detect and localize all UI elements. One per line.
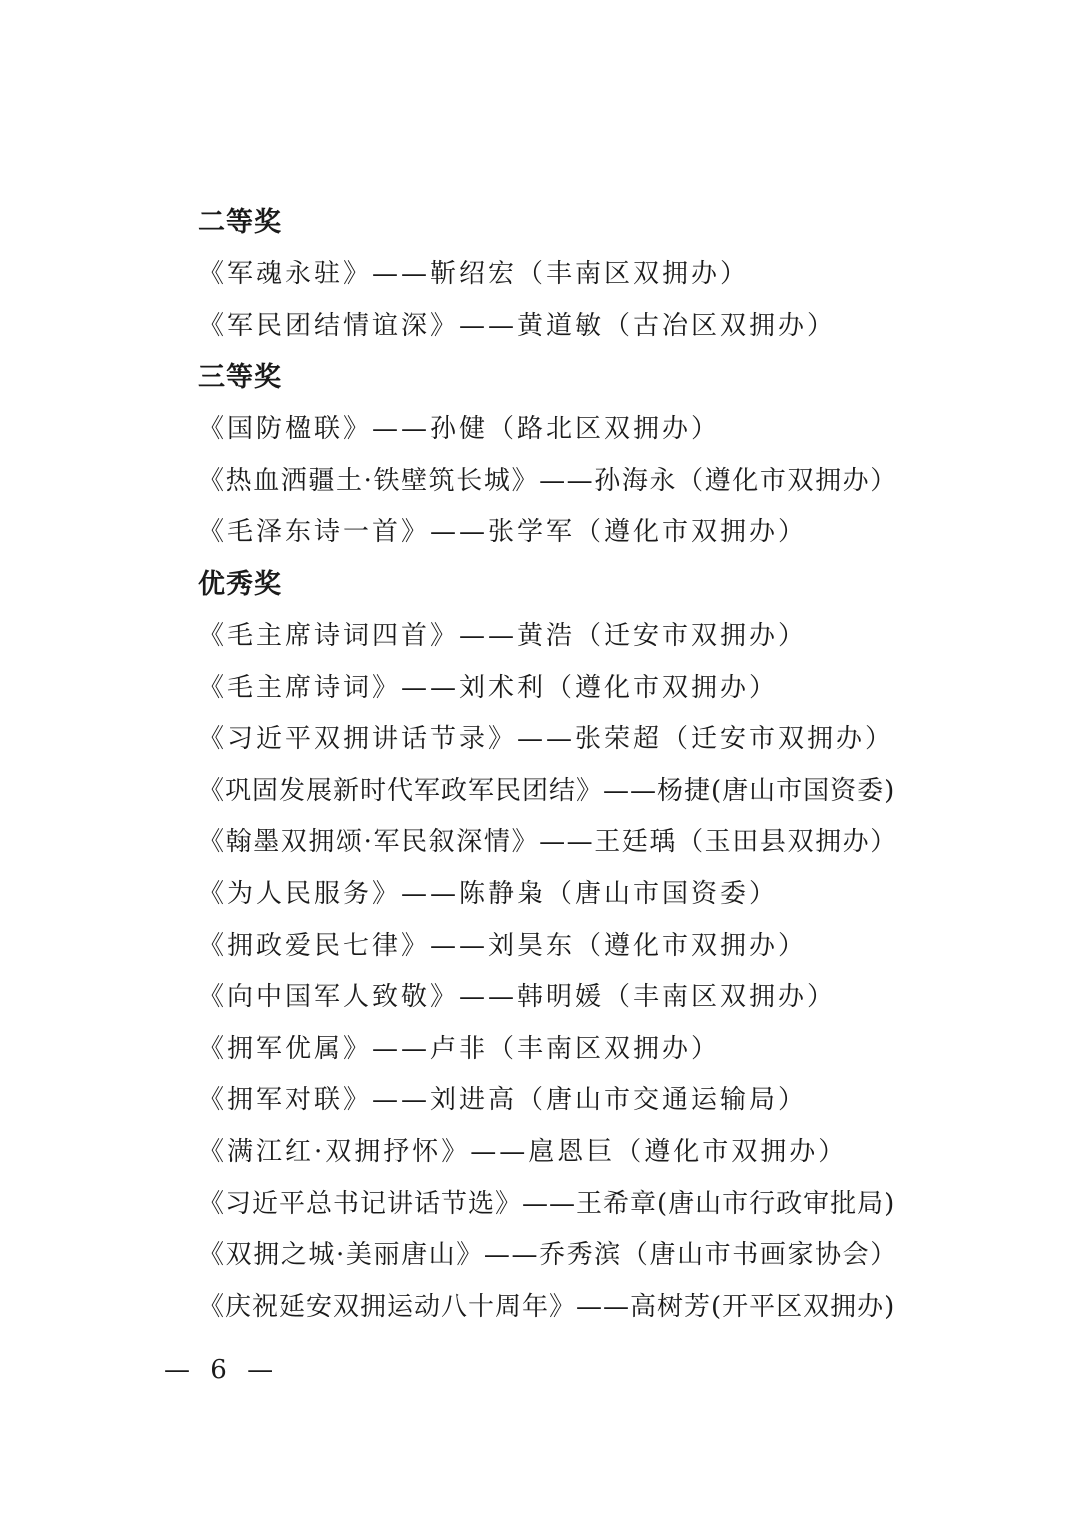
- list-item: 《习近平双拥讲话节录》——张荣超（迁安市双拥办）: [198, 724, 895, 755]
- section-heading-excellence-prize: 优秀奖: [198, 568, 282, 600]
- list-item: 《庆祝延安双拥运动八十周年》——高树芳(开平区双拥办): [198, 1291, 896, 1322]
- list-item: 《毛泽东诗一首》——张学军（遵化市双拥办）: [198, 517, 808, 548]
- list-item: 《向中国军人致敬》——韩明媛（丰南区双拥办）: [198, 982, 837, 1013]
- page-number: — 6 —: [164, 1355, 280, 1385]
- list-item: 《拥政爱民七律》——刘昊东（遵化市双拥办）: [198, 930, 808, 961]
- list-item: 《翰墨双拥颂·军民叙深情》——王廷瑀（玉田县双拥办）: [198, 827, 898, 858]
- list-item: 《拥军对联》——刘进高（唐山市交通运输局）: [198, 1085, 808, 1116]
- list-item: 《拥军优属》——卢非（丰南区双拥办）: [198, 1033, 721, 1064]
- list-item: 《国防楹联》——孙健（路北区双拥办）: [198, 414, 721, 445]
- list-item: 《双拥之城·美丽唐山》——乔秀滨（唐山市书画家协会）: [198, 1240, 898, 1271]
- list-item: 《为人民服务》——陈静枭（唐山市国资委）: [198, 878, 779, 909]
- list-item: 《毛主席诗词四首》——黄浩（迁安市双拥办）: [198, 620, 808, 651]
- award-list: [198, 197, 958, 1333]
- list-item: 《毛主席诗词》——刘术利（遵化市双拥办）: [198, 672, 779, 703]
- list-item: 《巩固发展新时代军政军民团结》——杨捷(唐山市国资委): [198, 775, 896, 806]
- list-item: 《满江红·双拥抒怀》——扈恩巨（遵化市双拥办）: [198, 1136, 848, 1167]
- list-item: 《习近平总书记讲话节选》——王希章(唐山市行政审批局): [198, 1188, 896, 1219]
- list-item: 《军民团结情谊深》——黄道敏（古冶区双拥办）: [198, 310, 837, 341]
- section-heading-third-prize: 三等奖: [198, 362, 282, 394]
- list-item: 《热血洒疆土·铁壁筑长城》——孙海永（遵化市双拥办）: [198, 465, 898, 496]
- section-heading-second-prize: 二等奖: [198, 207, 282, 238]
- list-item: 《军魂永驻》——靳绍宏（丰南区双拥办）: [198, 259, 750, 289]
